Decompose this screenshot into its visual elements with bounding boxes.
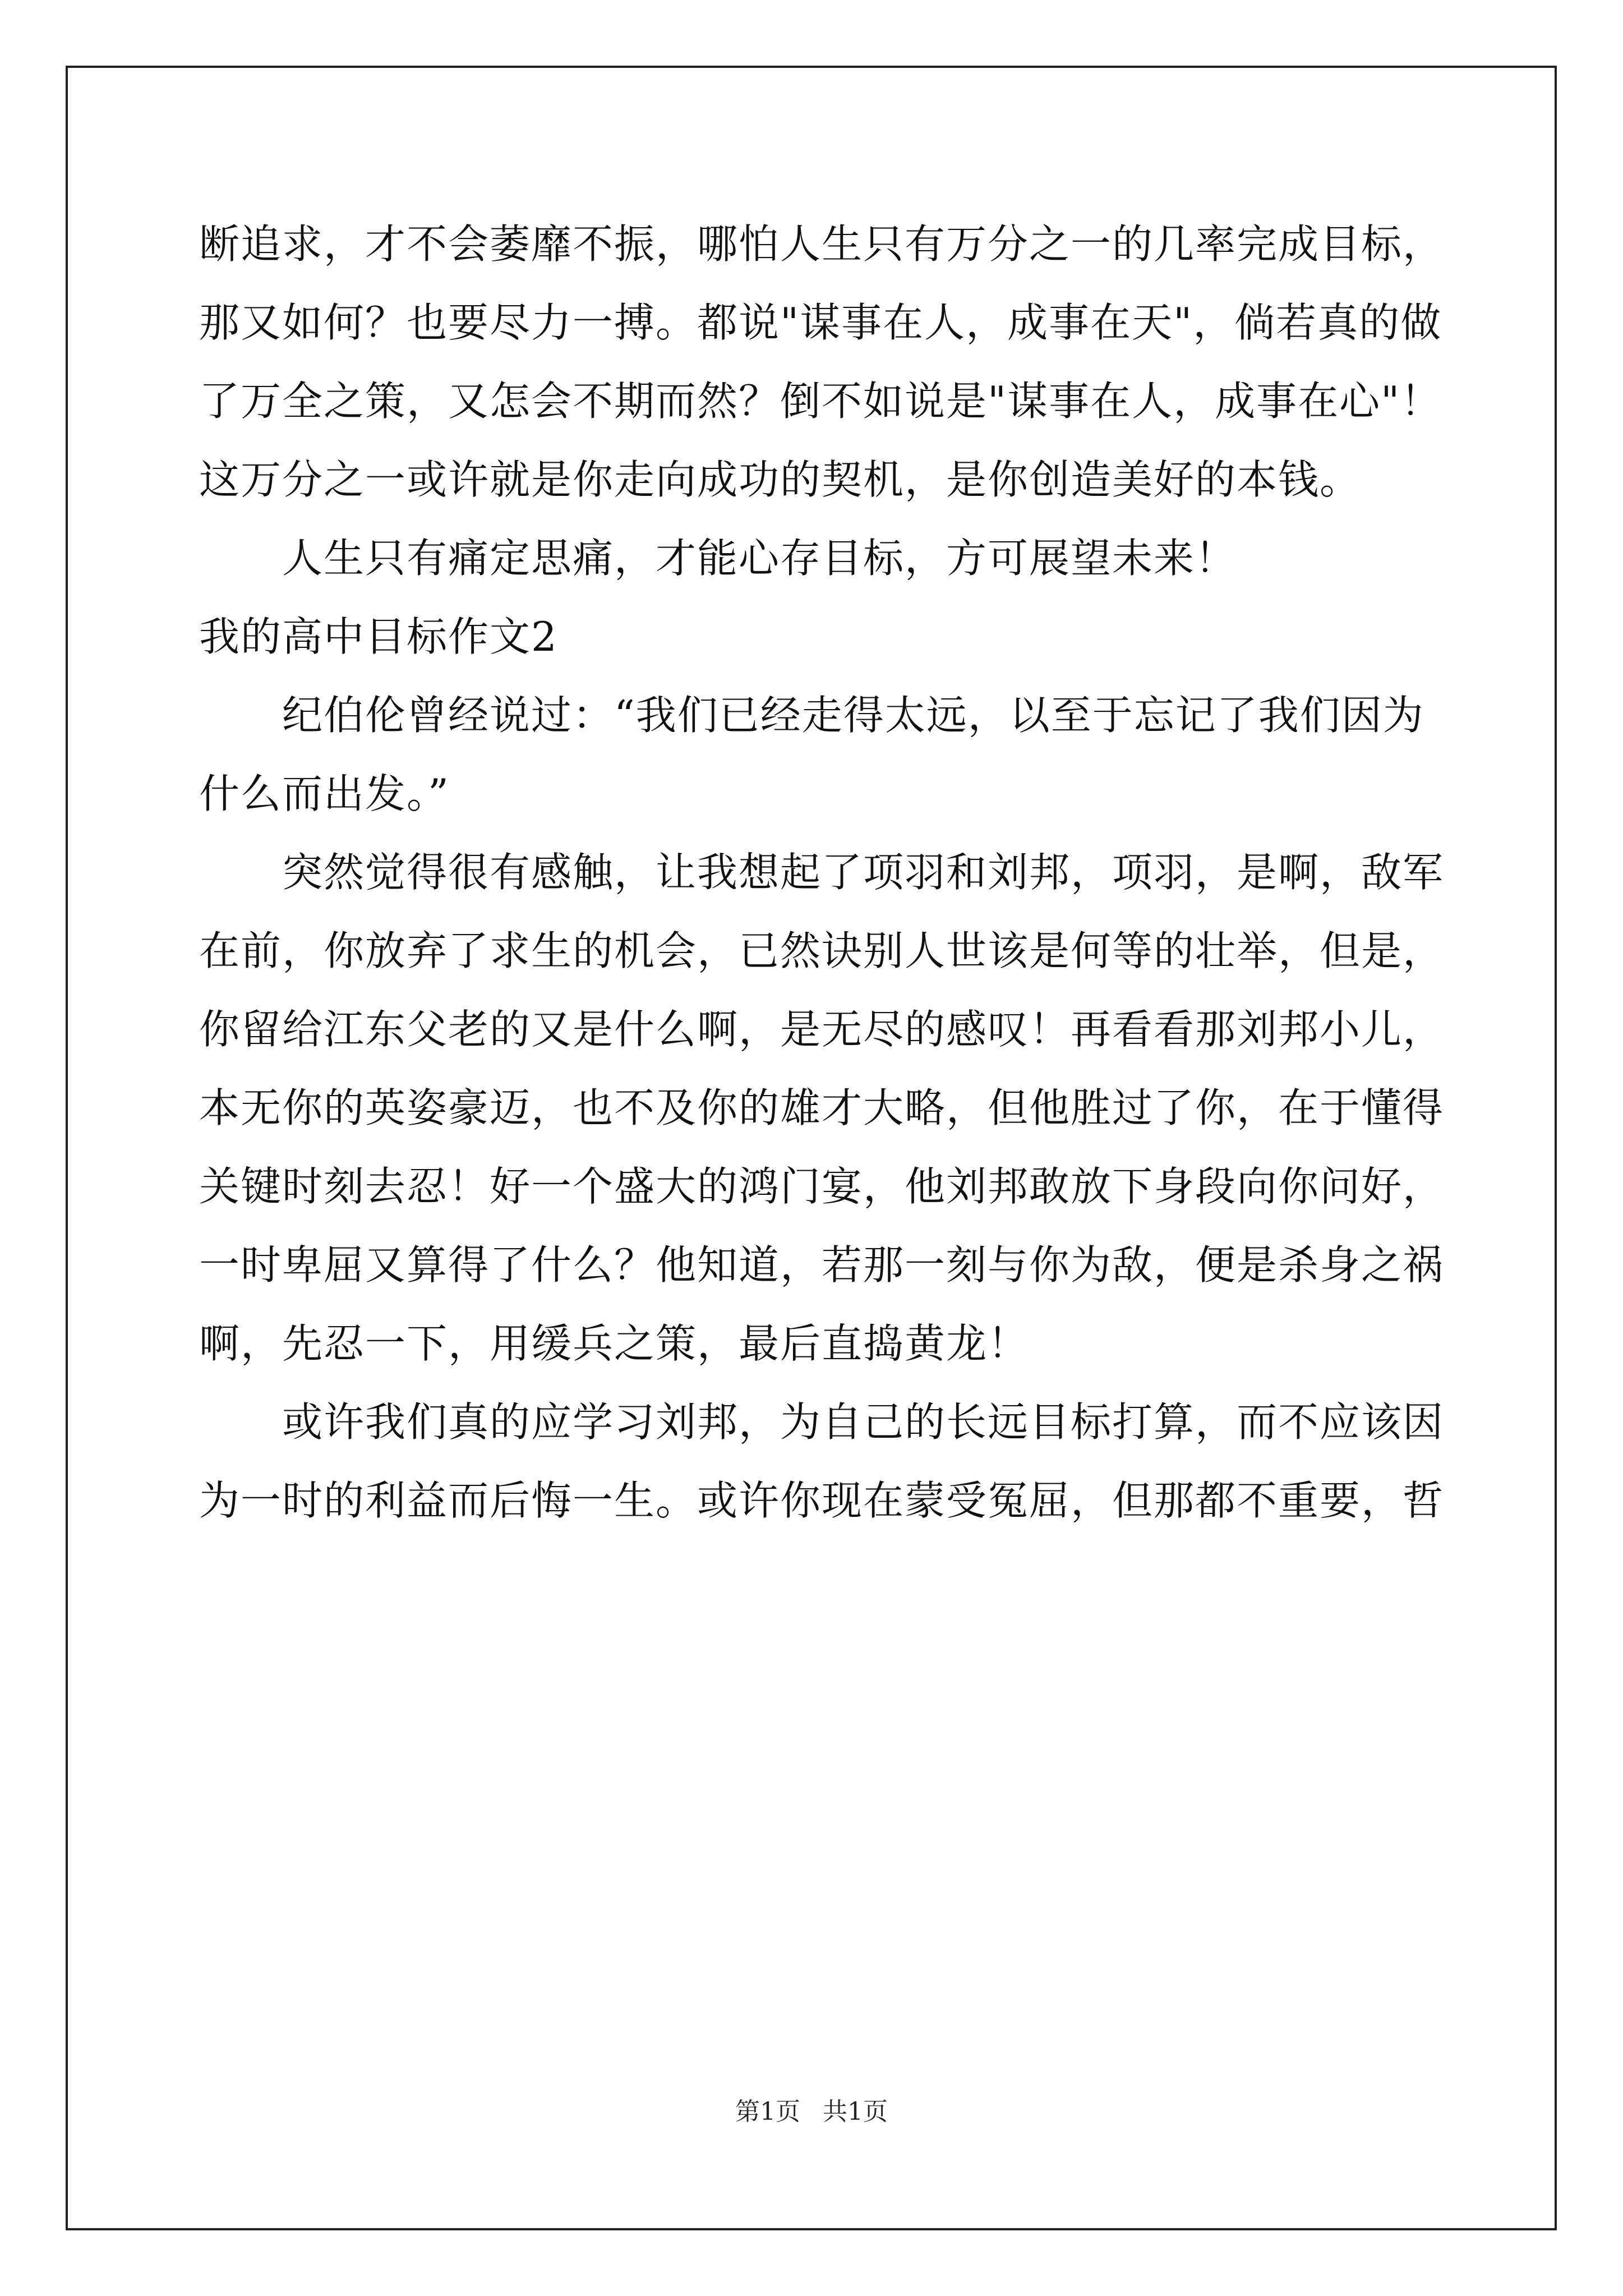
page-footer [0,2095,1623,2129]
section-heading: 我的高中目标作文2 [199,613,558,660]
text-line: 那又如何？也要尽力一搏。都说"谋事在人，成事在天"，倘若真的做 [199,299,1442,346]
text-line: 一时卑屈又算得了什么？他知道，若那一刻与你为敌，便是杀身之祸 [199,1241,1445,1289]
page-total: 共1页 [823,2097,888,2126]
text-line: 啊，先忍一下，用缓兵之策，最后直捣黄龙！ [199,1320,1030,1367]
paragraph-first-line: 人生只有痛定思痛，才能心存目标，方可展望未来！ [282,535,1237,582]
paragraph-first-line: 纪伯伦曾经说过：“我们已经走得太远，以至于忘记了我们因为 [282,692,1424,739]
paragraph-first-line: 突然觉得很有感触，让我想起了项羽和刘邦，项羽，是啊，敌军 [282,849,1445,896]
text-line: 本无你的英姿豪迈，也不及你的雄才大略，但他胜过了你，在于懂得 [199,1084,1445,1131]
text-line: 你留给江东父老的又是什么啊，是无尽的感叹！再看看那刘邦小儿， [199,1006,1445,1053]
text-line: 断追求，才不会萎靡不振，哪怕人生只有万分之一的几率完成目标， [199,220,1445,268]
paragraph-first-line: 或许我们真的应学习刘邦，为自己的长远目标打算，而不应该因 [282,1398,1445,1446]
text-line: 这万分之一或许就是你走向成功的契机，是你创造美好的本钱。 [199,456,1362,503]
text-line: 什么而出发。” [199,770,450,817]
text-line: 为一时的利益而后悔一生。或许你现在蒙受冤屈，但那都不重要，哲 [199,1477,1445,1524]
page-number: 第1页 [735,2097,800,2126]
text-line: 在前，你放弃了求生的机会，已然诀别人世该是何等的壮举，但是， [199,927,1445,974]
text-line: 关键时刻去忍！好一个盛大的鸿门宴，他刘邦敢放下身段向你问好， [199,1163,1445,1210]
text-line: 了万全之策，又怎会不期而然？倒不如说是"谋事在人，成事在心"！ [199,378,1442,425]
